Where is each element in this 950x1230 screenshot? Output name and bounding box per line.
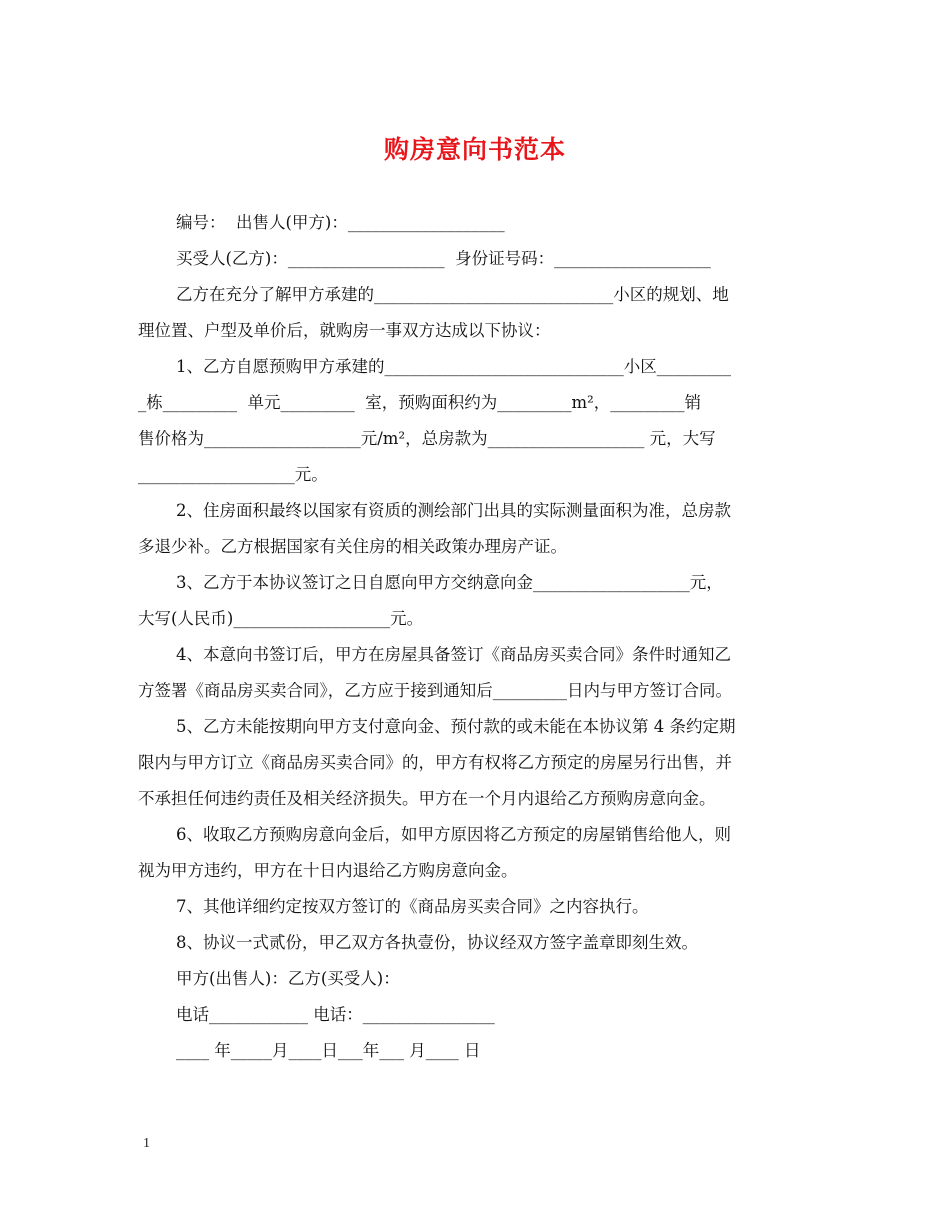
- page-number: 1: [143, 1136, 150, 1151]
- clause-4-line-2: 方签署《商品房买卖合同》，乙方应于接到通知后_________日内与甲方签订合同。: [138, 681, 732, 700]
- clause-1-line-1: 1、乙方自愿预购甲方承建的_____________________________小区_________: [176, 357, 731, 376]
- clause-4-line-1: 4、本意向书签订后，甲方在房屋具备签订《商品房买卖合同》条件时通知乙: [176, 645, 731, 664]
- clause-1-line-2: _栋_________ 单元_________ 室，预购面积约为_________m²，_________销: [138, 393, 701, 412]
- paragraph-intro-1: 乙方在充分了解甲方承建的_____________________________小区的规划、地: [176, 285, 729, 304]
- signature-parties: 甲方(出售人)：乙方(买受人)：: [176, 969, 400, 988]
- date-line: ____ 年_____月____日___年___ 月____ 日: [176, 1041, 481, 1060]
- clause-1-line-4: ___________________元。: [138, 465, 328, 484]
- line-buyer-id: 买受人(乙方)：___________________ 身份证号码：___________________: [176, 249, 711, 268]
- document-body: [138, 205, 818, 1069]
- clause-5-line-3: 不承担任何违约责任及相关经济损失。甲方在一个月内退给乙方预购房意向金。: [138, 789, 716, 808]
- clause-6-line-1: 6、收取乙方预购房意向金后，如甲方原因将乙方预定的房屋销售给他人，则: [176, 825, 731, 844]
- clause-3-line-1: 3、乙方于本协议签订之日自愿向甲方交纳意向金___________________元，: [176, 573, 723, 592]
- clause-5-line-1: 5、乙方未能按期向甲方支付意向金、预付款的或未能在本协议第 4 条约定期: [176, 717, 736, 736]
- line-number-seller: 编号： 出售人(甲方)：___________________: [176, 213, 505, 232]
- clause-1-line-3: 售价格为___________________元/m²，总房款为___________________ 元，大写: [138, 429, 716, 448]
- clause-8: 8、协议一式贰份，甲乙双方各执壹份，协议经双方签字盖章即刻生效。: [176, 933, 698, 952]
- document-title: 购房意向书范本: [383, 135, 566, 164]
- clause-2-line-1: 2、住房面积最终以国家有资质的测绘部门出具的实际测量面积为准，总房款: [176, 501, 731, 520]
- clause-3-line-2: 大写(人民币)___________________元。: [138, 609, 424, 628]
- clause-7: 7、其他详细约定按双方签订的《商品房买卖合同》之内容执行。: [176, 897, 649, 916]
- phone-line: 电话____________ 电话：________________: [176, 1005, 495, 1024]
- clause-5-line-2: 限内与甲方订立《商品房买卖合同》的，甲方有权将乙方预定的房屋另行出售，并: [138, 753, 732, 772]
- clause-2-line-2: 多退少补。乙方根据国家有关住房的相关政策办理房产证。: [138, 537, 567, 556]
- paragraph-intro-2: 理位置、户型及单价后，就购房一事双方达成以下协议：: [138, 321, 551, 340]
- clause-6-line-2: 视为甲方违约，甲方在十日内退给乙方购房意向金。: [138, 861, 518, 880]
